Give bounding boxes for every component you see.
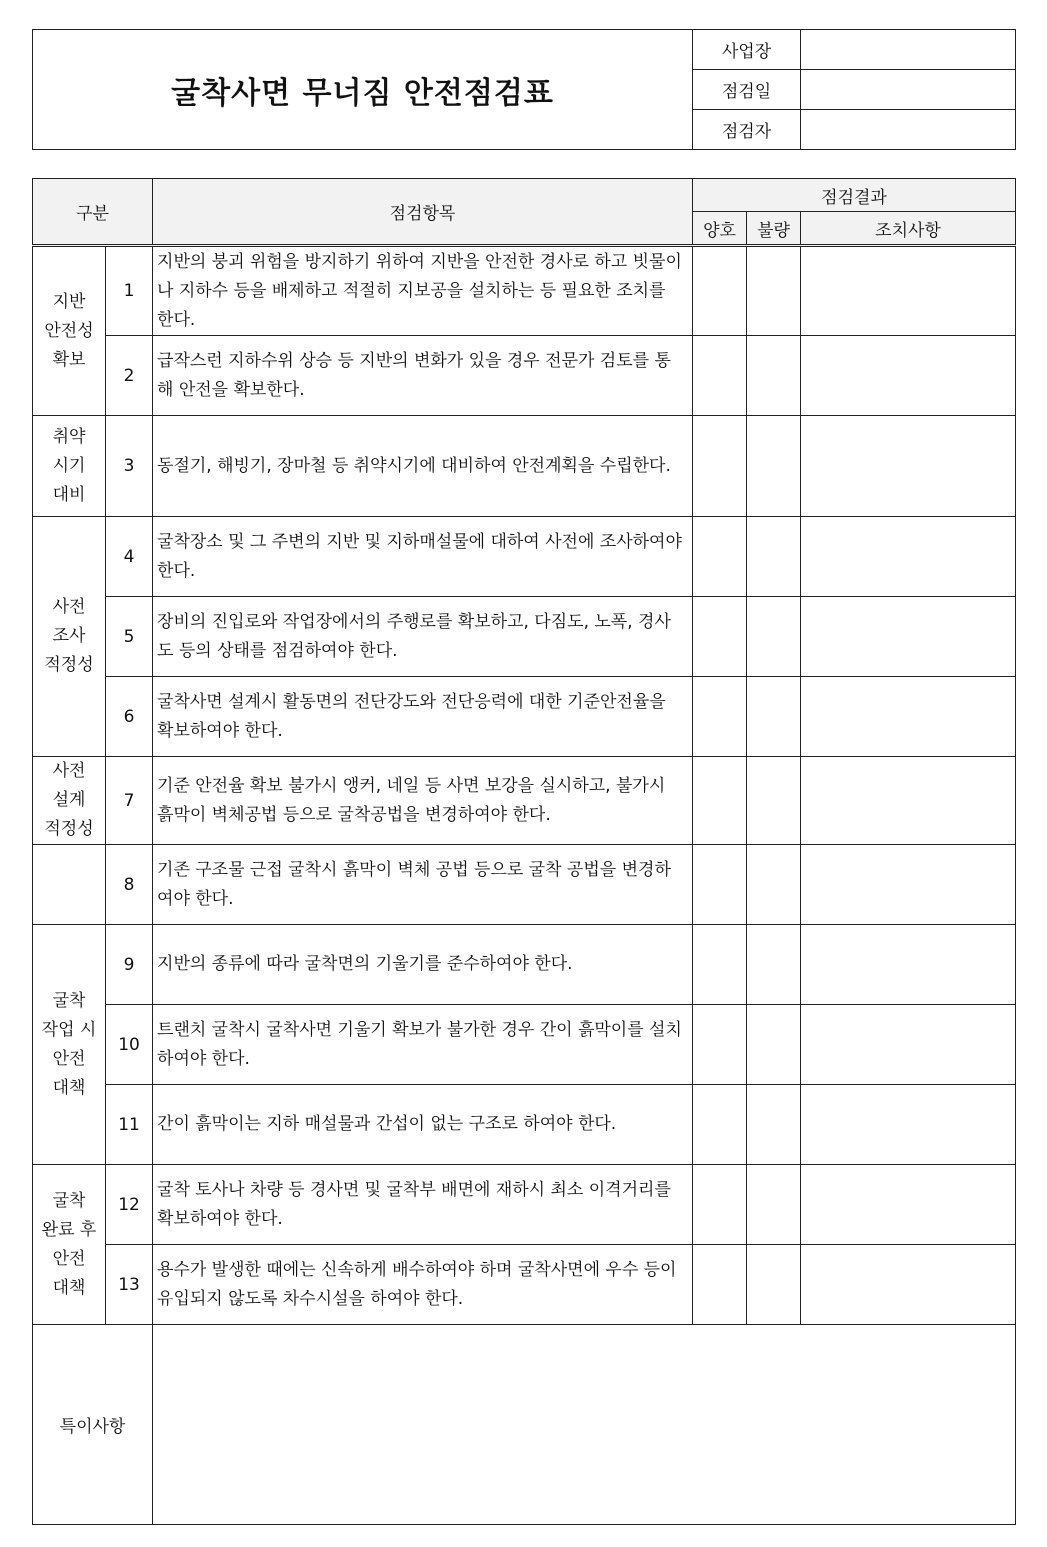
table-row — [33, 597, 1016, 677]
good-cell[interactable] — [693, 597, 747, 677]
action-cell[interactable] — [801, 597, 1016, 677]
check-item: 지반의 붕괴 위험을 방지하기 위하여 지반을 안전한 경사로 하고 빗물이나 지하수 등을 배제하고 적절히 지보공을 설치하는 등 필요한 조치를 한다. — [153, 246, 693, 336]
group-label-vulnerable-season: 취약 시기 대비 — [33, 416, 106, 517]
action-cell[interactable] — [801, 416, 1016, 517]
inspector-label: 점검자 — [693, 110, 801, 150]
column-header-action: 조치사항 — [801, 212, 1016, 246]
action-cell[interactable] — [801, 1005, 1016, 1085]
checklist-table — [32, 178, 1016, 1525]
row-number: 8 — [106, 845, 153, 925]
bad-cell[interactable] — [747, 845, 801, 925]
header-table — [32, 29, 1016, 150]
row-number: 5 — [106, 597, 153, 677]
bad-cell[interactable] — [747, 1165, 801, 1245]
row-number: 9 — [106, 925, 153, 1005]
good-cell[interactable] — [693, 246, 747, 336]
page-title: 굴착사면 무너짐 안전점검표 — [33, 30, 693, 150]
action-cell[interactable] — [801, 925, 1016, 1005]
table-row — [33, 1165, 1016, 1245]
row-number: 12 — [106, 1165, 153, 1245]
inspector-field[interactable] — [801, 110, 1016, 150]
group-label-ground-safety: 지반 안전성 확보 — [33, 246, 106, 416]
bad-cell[interactable] — [747, 677, 801, 757]
table-row — [33, 757, 1016, 845]
check-item: 급작스런 지하수위 상승 등 지반의 변화가 있을 경우 전문가 검토를 통해 안전을 확보한다. — [153, 336, 693, 416]
good-cell[interactable] — [693, 336, 747, 416]
table-row — [33, 1245, 1016, 1325]
table-row — [33, 845, 1016, 925]
table-row — [33, 336, 1016, 416]
inspection-date-field[interactable] — [801, 70, 1016, 110]
row-number: 13 — [106, 1245, 153, 1325]
bad-cell[interactable] — [747, 757, 801, 845]
action-cell[interactable] — [801, 246, 1016, 336]
bad-cell[interactable] — [747, 517, 801, 597]
good-cell[interactable] — [693, 925, 747, 1005]
check-item: 간이 흙막이는 지하 매설물과 간섭이 없는 구조로 하여야 한다. — [153, 1085, 693, 1165]
column-header-category: 구분 — [33, 179, 153, 246]
check-item: 굴착사면 설계시 활동면의 전단강도와 전단응력에 대한 기준안전율을 확보하여야 한다. — [153, 677, 693, 757]
good-cell[interactable] — [693, 757, 747, 845]
bad-cell[interactable] — [747, 416, 801, 517]
column-header-item: 점검항목 — [153, 179, 693, 246]
column-header-result: 점검결과 — [693, 179, 1016, 212]
action-cell[interactable] — [801, 845, 1016, 925]
check-item: 기존 구조물 근접 굴착시 흙막이 벽체 공법 등으로 굴착 공법을 변경하여야 한다. — [153, 845, 693, 925]
table-row — [33, 1005, 1016, 1085]
table-row — [33, 1085, 1016, 1165]
check-item: 장비의 진입로와 작업장에서의 주행로를 확보하고, 다짐도, 노폭, 경사도 등의 상태를 점검하여야 한다. — [153, 597, 693, 677]
group-label-pre-survey: 사전 조사 적정성 — [33, 517, 106, 757]
check-item: 트랜치 굴착시 굴착사면 기울기 확보가 불가한 경우 간이 흙막이를 설치하여야 한다. — [153, 1005, 693, 1085]
column-header-bad: 불량 — [747, 212, 801, 246]
action-cell[interactable] — [801, 517, 1016, 597]
action-cell[interactable] — [801, 757, 1016, 845]
row-number: 4 — [106, 517, 153, 597]
action-cell[interactable] — [801, 1165, 1016, 1245]
remarks-field[interactable] — [153, 1325, 1016, 1525]
bad-cell[interactable] — [747, 1005, 801, 1085]
remarks-label: 특이사항 — [33, 1325, 153, 1525]
good-cell[interactable] — [693, 416, 747, 517]
table-row — [33, 677, 1016, 757]
action-cell[interactable] — [801, 336, 1016, 416]
site-label: 사업장 — [693, 30, 801, 70]
action-cell[interactable] — [801, 1085, 1016, 1165]
bad-cell[interactable] — [747, 1245, 801, 1325]
site-field[interactable] — [801, 30, 1016, 70]
check-item: 굴착장소 및 그 주변의 지반 및 지하매설물에 대하여 사전에 조사하여야 한다. — [153, 517, 693, 597]
table-row — [33, 925, 1016, 1005]
row-number: 2 — [106, 336, 153, 416]
check-item: 기준 안전율 확보 불가시 앵커, 네일 등 사면 보강을 실시하고, 불가시 흙막이 벽체공법 등으로 굴착공법을 변경하여야 한다. — [153, 757, 693, 845]
check-item: 용수가 발생한 때에는 신속하게 배수하여야 하며 굴착사면에 우수 등이 유입되지 않도록 차수시설을 하여야 한다. — [153, 1245, 693, 1325]
action-cell[interactable] — [801, 1245, 1016, 1325]
row-number: 10 — [106, 1005, 153, 1085]
bad-cell[interactable] — [747, 246, 801, 336]
table-row — [33, 517, 1016, 597]
good-cell[interactable] — [693, 1085, 747, 1165]
row-number: 11 — [106, 1085, 153, 1165]
bad-cell[interactable] — [747, 925, 801, 1005]
check-item: 동절기, 해빙기, 장마철 등 취약시기에 대비하여 안전계획을 수립한다. — [153, 416, 693, 517]
bad-cell[interactable] — [747, 1085, 801, 1165]
row-number: 1 — [106, 246, 153, 336]
row-number: 7 — [106, 757, 153, 845]
good-cell[interactable] — [693, 845, 747, 925]
bad-cell[interactable] — [747, 336, 801, 416]
group-label-pre-design: 사전 설계 적정성 — [33, 757, 106, 845]
check-item: 굴착 토사나 차량 등 경사면 및 굴착부 배면에 재하시 최소 이격거리를 확보하여야 한다. — [153, 1165, 693, 1245]
row-number: 6 — [106, 677, 153, 757]
row-number: 3 — [106, 416, 153, 517]
good-cell[interactable] — [693, 1165, 747, 1245]
good-cell[interactable] — [693, 517, 747, 597]
good-cell[interactable] — [693, 1005, 747, 1085]
inspection-date-label: 점검일 — [693, 70, 801, 110]
good-cell[interactable] — [693, 677, 747, 757]
group-label-during-excavation: 굴착 작업 시 안전 대책 — [33, 925, 106, 1165]
table-row — [33, 416, 1016, 517]
good-cell[interactable] — [693, 1245, 747, 1325]
group-label-empty — [33, 845, 106, 925]
check-item: 지반의 종류에 따라 굴착면의 기울기를 준수하여야 한다. — [153, 925, 693, 1005]
column-header-good: 양호 — [693, 212, 747, 246]
remarks-row — [33, 1325, 1016, 1525]
group-label-after-excavation: 굴착 완료 후 안전 대책 — [33, 1165, 106, 1325]
table-row — [33, 246, 1016, 336]
action-cell[interactable] — [801, 677, 1016, 757]
bad-cell[interactable] — [747, 597, 801, 677]
